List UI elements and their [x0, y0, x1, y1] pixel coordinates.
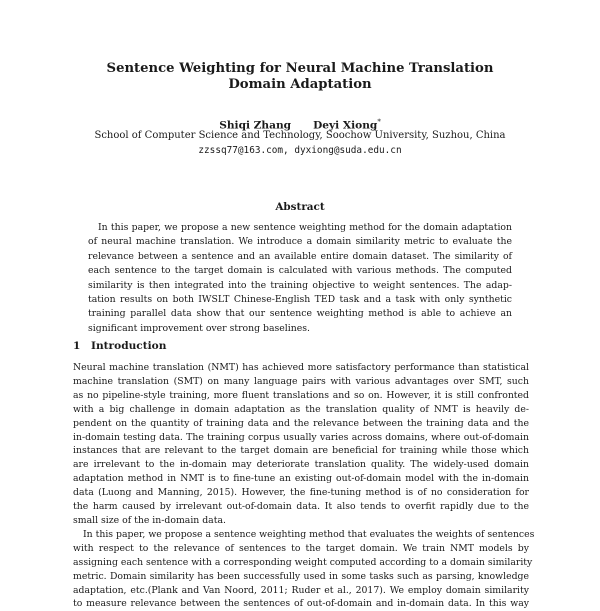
- introduction-line: with a big challenge in domain adaptation as the translation quality of NMT is heavily de-: [73, 403, 529, 415]
- introduction-line: metric. Domain similarity has been successfully used in some tasks such as parsing, knowledge: [73, 570, 529, 582]
- introduction-line: as no pipeline-style training, more fluent translations and so on. However, it is still confronted: [73, 389, 529, 401]
- abstract-line: each sentence to the target domain is calculated with various methods. The computed: [88, 265, 512, 277]
- introduction-line: assigning each sentence with a corresponding weight computed according to a domain similarity: [73, 556, 533, 568]
- introduction-line: adaptation, etc.(Plank and Van Noord, 2011; Ruder et al., 2017). We employ domain similarity: [73, 584, 529, 596]
- abstract-line: In this paper, we propose a new sentence weighting method for the domain adaptation: [98, 222, 512, 233]
- abstract-line: of neural machine translation. We introduce a domain similarity metric to evaluate the: [88, 236, 512, 248]
- paper-title-line-1: Sentence Weighting for Neural Machine Translation: [106, 61, 494, 76]
- introduction-line: to measure relevance between the sentences of out-of-domain and in-domain data. In this way: [73, 598, 529, 610]
- section-title: Introduction: [91, 340, 167, 352]
- introduction-line: pendent on the quantity of training data and the relevance between the training data and the: [73, 417, 529, 429]
- author-name: Shiqi Zhang: [219, 119, 292, 132]
- abstract-line: training parallel data show that our sentence weighting method is able to achieve an: [88, 308, 512, 320]
- section-number: 1: [73, 340, 81, 352]
- paper-title-line-2: Domain Adaptation: [228, 77, 372, 92]
- author-name: Deyi Xiong: [313, 119, 378, 132]
- introduction-line: in-domain testing data. The training corpus usually varies across domains, where out-of-domain: [73, 431, 529, 443]
- abstract-line: tation results on both IWSLT Chinese-English TED task and a task with only synthetic: [88, 294, 512, 306]
- introduction-line: the harm caused by irrelevant out-of-domain data. It also tends to overfit rapidly due to the: [73, 501, 529, 513]
- abstract-line: significant improvement over strong baselines.: [88, 322, 310, 334]
- introduction-body: [73, 361, 535, 611]
- abstract-heading: Abstract: [275, 201, 325, 213]
- affiliation: School of Computer Science and Technology, Soochow University, Suzhou, China: [94, 130, 506, 141]
- introduction-line: adaptation method in NMT is to fine-tune an existing out-of-domain model with the in-domain: [73, 473, 529, 485]
- introduction-line: Neural machine translation (NMT) has achieved more satisfactory performance than statistical: [73, 362, 529, 373]
- abstract-body: [88, 221, 512, 336]
- introduction-line: with respect to the relevance of sentences to the target domain. We train NMT models by: [73, 542, 529, 554]
- author-emails: zzssq77@163.com, dyxiong@suda.edu.cn: [198, 145, 402, 156]
- introduction-line: In this paper, we propose a sentence weighting method that evaluates the weights of sentences: [83, 528, 535, 540]
- introduction-line: small size of the in-domain data.: [73, 514, 226, 526]
- introduction-line: are irrelevant to the in-domain may deteriorate translation quality. The widely-used domain: [73, 459, 529, 471]
- abstract-line: similarity is then integrated into the training objective to weight sentences. The adap-: [88, 279, 512, 291]
- introduction-line: instances that are relevant to the target domain are beneficial for training while those which: [73, 445, 529, 457]
- introduction-line: data (Luong and Manning, 2015). However, the fine-tuning method is of no consideration for: [73, 487, 529, 499]
- paper-title: [0, 61, 600, 93]
- section-heading-introduction: [73, 339, 166, 353]
- introduction-line: machine translation (SMT) on many language pairs with various advantages over SMT, such: [73, 375, 529, 387]
- corresponding-author-mark: *: [377, 118, 381, 126]
- abstract-line: relevance between a sentence and an available entire domain dataset. The similarity of: [88, 250, 512, 262]
